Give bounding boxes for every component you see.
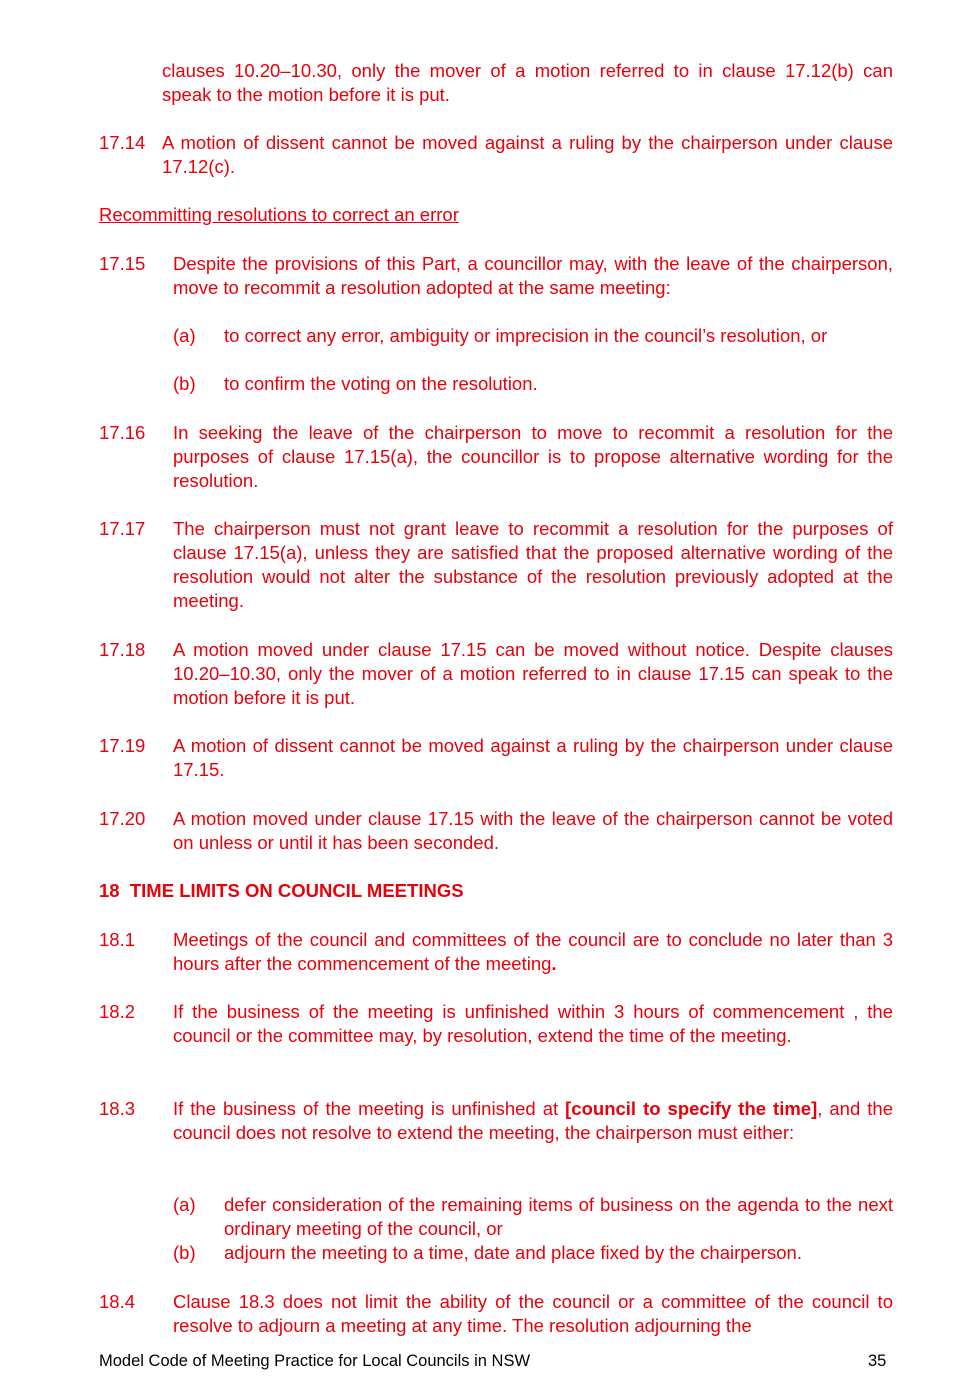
clause-number: 17.18 [99, 639, 146, 660]
footer-title: Model Code of Meeting Practice for Local Councils in NSW [99, 1352, 531, 1370]
clause-text: Clause 18.3 does not limit the ability of the council or a committee of the council to resolve to adjourn a meeting at any time. The resolution adjourning the [173, 1291, 893, 1336]
sub-item-label: (a) [173, 1194, 196, 1215]
clause-number: 17.17 [99, 518, 146, 539]
clause-text: A motion moved under clause 17.15 can be moved without notice. Despite clauses 10.20–10.30, only the mover of a motion referred to in clause 17.15 can speak to the motion before it is put. [173, 639, 893, 708]
sub-item-label: (b) [173, 373, 196, 394]
page-number: 35 [868, 1352, 887, 1370]
clause-text: A motion of dissent cannot be moved against a ruling by the chairperson under clause 17.12(c). [162, 132, 893, 177]
clause-text [173, 928, 893, 976]
clause-text-pre: If the business of the meeting is unfinished at [173, 1098, 566, 1119]
sub-item-text: to confirm the voting on the resolution. [224, 373, 538, 394]
clause-number: 18.2 [99, 1001, 136, 1022]
sub-item-text: defer consideration of the remaining items of business on the agenda to the next ordinary meeting of the council, or [224, 1194, 893, 1239]
clause-17-13-continuation: clauses 10.20–10.30, only the mover of a motion referred to in clause 17.12(b) can speak to the motion before it is put. [162, 60, 893, 105]
clause-text [173, 1097, 893, 1145]
clause-number: 18.4 [99, 1291, 136, 1312]
clause-number: 17.19 [99, 735, 146, 756]
sub-item-label: (a) [173, 325, 196, 346]
sub-item-text: adjourn the meeting to a time, date and place fixed by the chairperson. [224, 1242, 802, 1263]
sub-item-label: (b) [173, 1242, 196, 1263]
clause-number: 18.3 [99, 1098, 136, 1119]
subheading-recommitting: Recommitting resolutions to correct an error [99, 204, 459, 225]
clause-text-bold: [council to specify the time] [565, 1098, 818, 1119]
clause-text-bold-end: . [551, 953, 557, 974]
section-heading [99, 879, 464, 903]
clause-text: In seeking the leave of the chairperson to move to recommit a resolution for the purposes of clause 17.15(a), the councillor is to propose alternative wording for the resolution. [173, 422, 893, 491]
sub-item-text: to correct any error, ambiguity or imprecision in the council’s resolution, or [224, 325, 828, 346]
clause-text: If the business of the meeting is unfinished within 3 hours of commencement , the council or the committee may, by resolution, extend the time of the meeting. [173, 1001, 893, 1046]
clause-number: 18.1 [99, 929, 136, 950]
clause-text: Despite the provisions of this Part, a councillor may, with the leave of the chairperson, move to recommit a resolution adopted at the same meeting: [173, 253, 893, 298]
clause-text: A motion of dissent cannot be moved against a ruling by the chairperson under clause 17.15. [173, 735, 893, 780]
clause-number: 17.14 [99, 132, 146, 153]
section-title: TIME LIMITS ON COUNCIL MEETINGS [129, 880, 464, 901]
clause-number: 17.20 [99, 808, 146, 829]
clause-number: 17.16 [99, 422, 146, 443]
clause-text-post: , and the council does not resolve to extend the meeting, the chairperson must either: [173, 1098, 893, 1143]
clause-text: A motion moved under clause 17.15 with the leave of the chairperson cannot be voted on unless or until it has been seconded. [173, 808, 893, 853]
clause-text: The chairperson must not grant leave to recommit a resolution for the purposes of clause 17.15(a), unless they are satisfied that the proposed alternative wording of the resolution would not alter the substance of the resolution previously adopted at the meeting. [173, 518, 893, 611]
section-number: 18 [99, 880, 120, 901]
clause-text-main: Meetings of the council and committees of the council are to conclude no later than 3 hours after the commencement of the meeting [173, 929, 893, 974]
clause-number: 17.15 [99, 253, 146, 274]
